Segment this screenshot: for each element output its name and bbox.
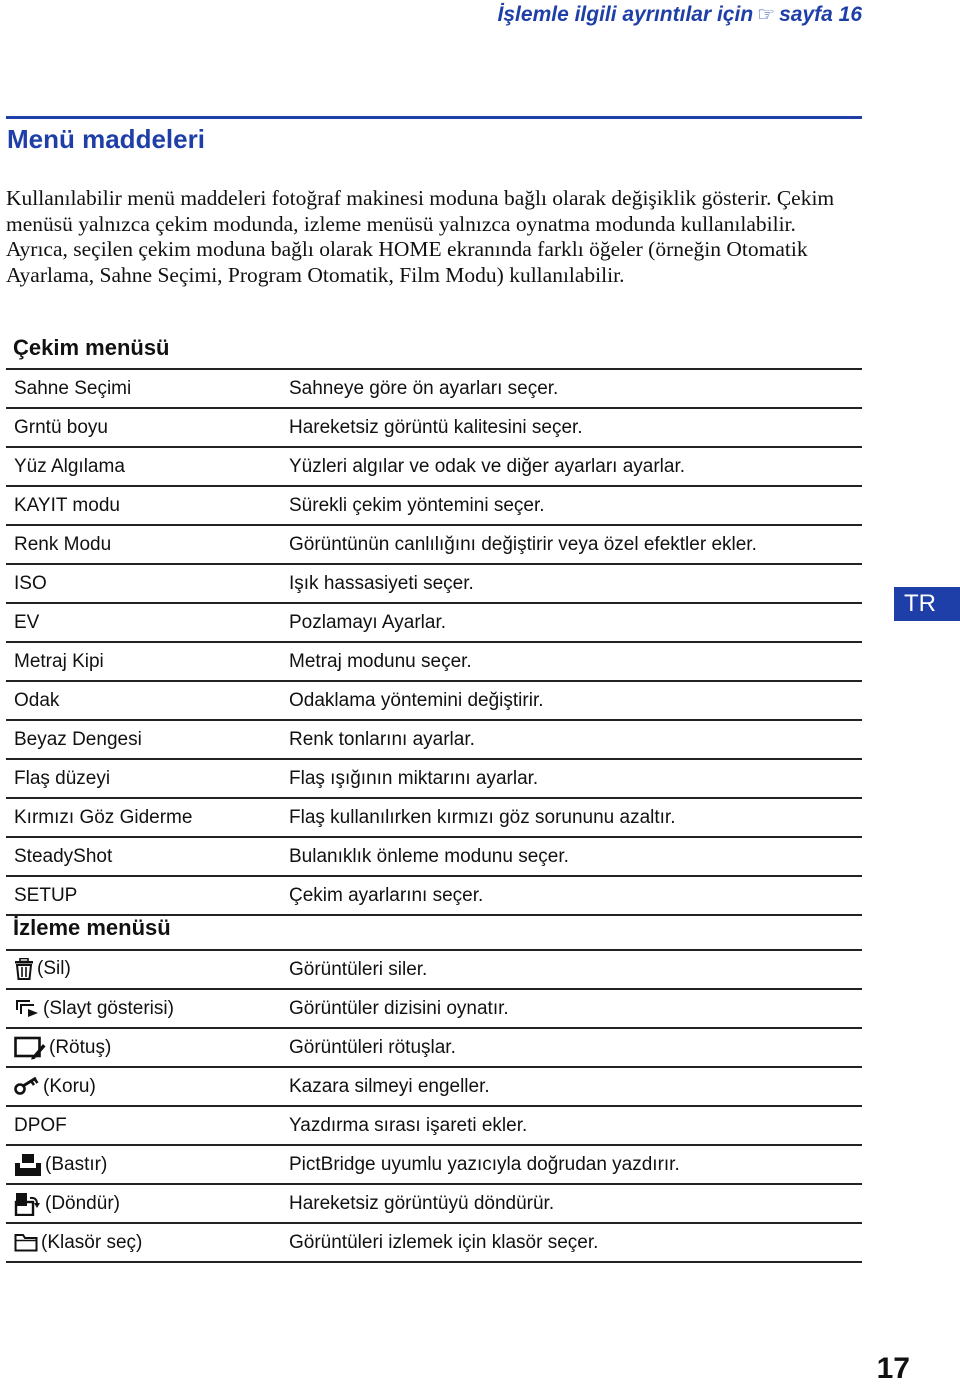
menu-item-label: DPOF: [6, 1106, 289, 1145]
menu-item-description: Işık hassasiyeti seçer.: [289, 564, 862, 603]
menu-item-label: Yüz Algılama: [6, 447, 289, 486]
menu-item-label: SteadyShot: [6, 837, 289, 876]
playback-menu-title: İzleme menüsü: [13, 915, 171, 940]
menu-item-label: Sahne Seçimi: [6, 369, 289, 408]
table-row: [6, 989, 862, 1028]
menu-item: [6, 1223, 289, 1262]
menu-item-label: (Döndür): [45, 1192, 120, 1214]
table-row: [6, 1223, 862, 1262]
menu-item-description: Görüntüleri siler.: [289, 950, 862, 989]
shooting-menu-table: [6, 368, 862, 916]
table-row: [6, 837, 862, 876]
table-row: [6, 1106, 862, 1145]
menu-item-description: Flaş ışığının miktarını ayarlar.: [289, 759, 862, 798]
table-row: [6, 1067, 862, 1106]
menu-item-description: Çekim ayarlarını seçer.: [289, 876, 862, 915]
table-row: [6, 408, 862, 447]
menu-item-label: SETUP: [6, 876, 289, 915]
rotate-icon: [14, 1192, 42, 1216]
intro-paragraph: Kullanılabilir menü maddeleri fotoğraf makinesi moduna bağlı olarak değişiklik gösterir. Çekim menüsü yalnızca çekim modunda, izleme menüsü yalnızca oynatma modunda kullanılabilir.: [6, 186, 835, 236]
menu-item-label: Metraj Kipi: [6, 642, 289, 681]
menu-item-label: Flaş düzeyi: [6, 759, 289, 798]
menu-item-label: Renk Modu: [6, 525, 289, 564]
menu-item-label: (Koru): [43, 1075, 96, 1097]
menu-item-label: (Klasör seç): [41, 1231, 143, 1253]
menu-item: [6, 950, 289, 989]
table-row: [6, 486, 862, 525]
page-number: 17: [876, 1352, 910, 1385]
menu-item-description: Renk tonlarını ayarlar.: [289, 720, 862, 759]
menu-item-description: Görüntüleri rötuşlar.: [289, 1028, 862, 1067]
menu-item-description: Hareketsiz görüntüyü döndürür.: [289, 1184, 862, 1223]
menu-item-label: Beyaz Dengesi: [6, 720, 289, 759]
key-icon: [14, 1076, 40, 1096]
menu-item-description: Sürekli çekim yöntemini seçer.: [289, 486, 862, 525]
shooting-menu-title: Çekim menüsü: [13, 335, 170, 360]
menu-item-description: PictBridge uyumlu yazıcıyla doğrudan yazdırır.: [289, 1145, 862, 1184]
menu-item-label: KAYIT modu: [6, 486, 289, 525]
menu-item-description: Metraj modunu seçer.: [289, 642, 862, 681]
menu-item-label: Odak: [6, 681, 289, 720]
menu-item-description: Görüntüleri izlemek için klasör seçer.: [289, 1223, 862, 1262]
table-row: [6, 564, 862, 603]
menu-item-description: Görüntünün canlılığını değiştirir veya özel efektler ekler.: [289, 525, 862, 564]
table-row: [6, 1028, 862, 1067]
table-row: [6, 1184, 862, 1223]
table-row: [6, 950, 862, 989]
pointing-hand-icon: ☞: [757, 4, 776, 26]
menu-item-description: Pozlamayı Ayarlar.: [289, 603, 862, 642]
menu-item-description: Odaklama yöntemini değiştirir.: [289, 681, 862, 720]
slideshow-icon: [14, 998, 40, 1018]
page-reference-page: sayfa 16: [779, 3, 862, 26]
menu-item-label: Grntü boyu: [6, 408, 289, 447]
intro-paragraph: Ayrıca, seçilen çekim moduna bağlı olarak HOME ekranında farklı öğeler (örneğin Otomatik Ayarlama, Sahne Seçimi, Program Otomatik, Film Modu) kullanılabilir.: [6, 237, 808, 288]
table-row: [6, 876, 862, 915]
menu-item-description: Sahneye göre ön ayarları seçer.: [289, 369, 862, 408]
table-row: [6, 1145, 862, 1184]
print-icon: [14, 1153, 42, 1177]
table-row: [6, 720, 862, 759]
menu-item-label: (Rötuş): [49, 1036, 112, 1058]
menu-item-description: Yüzleri algılar ve odak ve diğer ayarları ayarlar.: [289, 447, 862, 486]
table-row: [6, 798, 862, 837]
table-row: [6, 447, 862, 486]
menu-item: [6, 1067, 289, 1106]
title-rule: [6, 116, 862, 119]
table-row: [6, 603, 862, 642]
page-reference-text: İşlemle ilgili ayrıntılar için: [497, 3, 754, 26]
table-row: [6, 642, 862, 681]
table-row: [6, 525, 862, 564]
menu-item-label: EV: [6, 603, 289, 642]
menu-item-label: (Bastır): [45, 1153, 108, 1175]
menu-item-description: Yazdırma sırası işareti ekler.: [289, 1106, 862, 1145]
menu-item-description: Flaş kullanılırken kırmızı göz sorununu azaltır.: [289, 798, 862, 837]
folder-icon: [14, 1232, 38, 1252]
menu-item: [6, 1184, 289, 1223]
menu-item-label: ISO: [6, 564, 289, 603]
playback-menu-table: [6, 949, 862, 1263]
trash-icon: [14, 958, 34, 980]
section-title: Menü maddeleri: [7, 124, 205, 154]
menu-item-description: Görüntüler dizisini oynatır.: [289, 989, 862, 1028]
page-reference: [498, 2, 862, 27]
menu-item-label: (Sil): [37, 958, 71, 980]
intro-text: [6, 186, 856, 289]
menu-item: [6, 1145, 289, 1184]
retouch-icon: [14, 1036, 46, 1060]
menu-item: [6, 1028, 289, 1067]
menu-item-description: Bulanıklık önleme modunu seçer.: [289, 837, 862, 876]
menu-item-label: (Slayt gösterisi): [43, 997, 174, 1019]
menu-item-description: Kazara silmeyi engeller.: [289, 1067, 862, 1106]
table-row: [6, 759, 862, 798]
table-row: [6, 681, 862, 720]
menu-item: [6, 989, 289, 1028]
language-tab: TR: [894, 587, 960, 621]
menu-item-label: Kırmızı Göz Giderme: [6, 798, 289, 837]
table-row: [6, 369, 862, 408]
menu-item-description: Hareketsiz görüntü kalitesini seçer.: [289, 408, 862, 447]
